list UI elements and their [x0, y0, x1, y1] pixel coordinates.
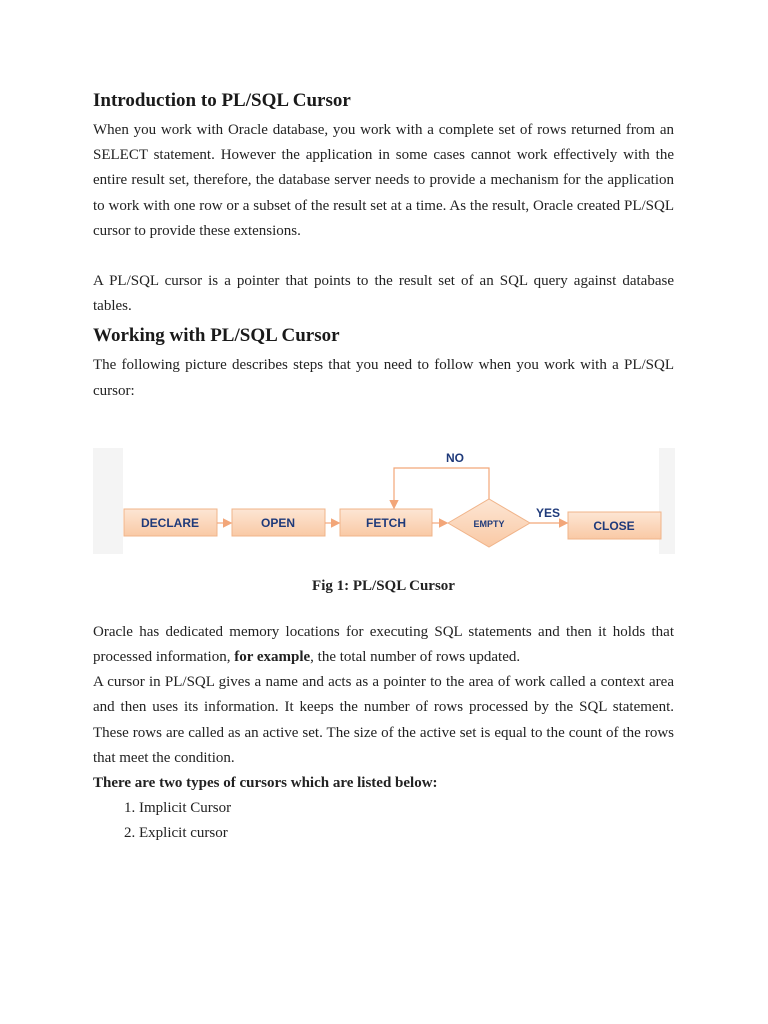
for-example-bold: for example: [234, 649, 311, 666]
fetch-label: FETCH: [366, 515, 406, 530]
list-item: 1. Implicit Cursor: [139, 796, 674, 821]
flow-diagram-svg: [93, 438, 675, 568]
declare-label: DECLARE: [140, 515, 200, 530]
declare-step: [124, 509, 217, 536]
document-page: [93, 86, 674, 847]
working-heading: Working with PL/SQL Cursor: [93, 325, 340, 347]
list-item: 2. Explicit cursor: [139, 821, 674, 846]
open-label: OPEN: [260, 515, 296, 530]
body-paragraph-4: A cursor in PL/SQL gives a name and acts as a pointer to the area of work called a context area and then uses its information. It keeps the number of rows processed by the SQL statement. These rows are called as an active set. The size of the active set is equal to the count of the rows that meet the condition.: [93, 674, 674, 766]
intro-heading: Introduction to PL/SQL Cursor: [93, 90, 351, 111]
body-paragraph-3: Oracle has dedicated memory locations for executing SQL statements and then it holds that processed information, for example, the total number of rows updated.: [93, 623, 674, 666]
working-paragraph: The following picture describes steps that you need to follow when you work with a PL/SQL cursor:: [93, 357, 674, 399]
yes-label: YES: [535, 505, 561, 520]
types-heading: There are two types of cursors which are listed below:: [93, 775, 438, 792]
empty-label: EMPTY: [473, 518, 505, 529]
intro-paragraph-2: A PL/SQL cursor is a pointer that points to the result set of an SQL query against database tables.: [93, 273, 674, 315]
cursor-types-list: [93, 796, 674, 846]
no-label: NO: [446, 450, 464, 465]
close-step: [568, 512, 661, 539]
open-step: [232, 509, 325, 536]
close-label: CLOSE: [593, 518, 635, 533]
cursor-flow-diagram: [93, 448, 675, 578]
intro-paragraph-1: When you work with Oracle database, you work with a complete set of rows returned from an SELECT statement. However the application in some cases cannot work effectively with the entire result set, therefore, the database server needs to provide a mechanism for the application to work with one row or a subset of the result set at a time. As the result, Oracle created PL/SQL cursor to provide these extensions.: [93, 122, 674, 239]
fetch-step: [340, 509, 432, 536]
figure-caption: Fig 1: PL/SQL Cursor: [312, 577, 455, 594]
